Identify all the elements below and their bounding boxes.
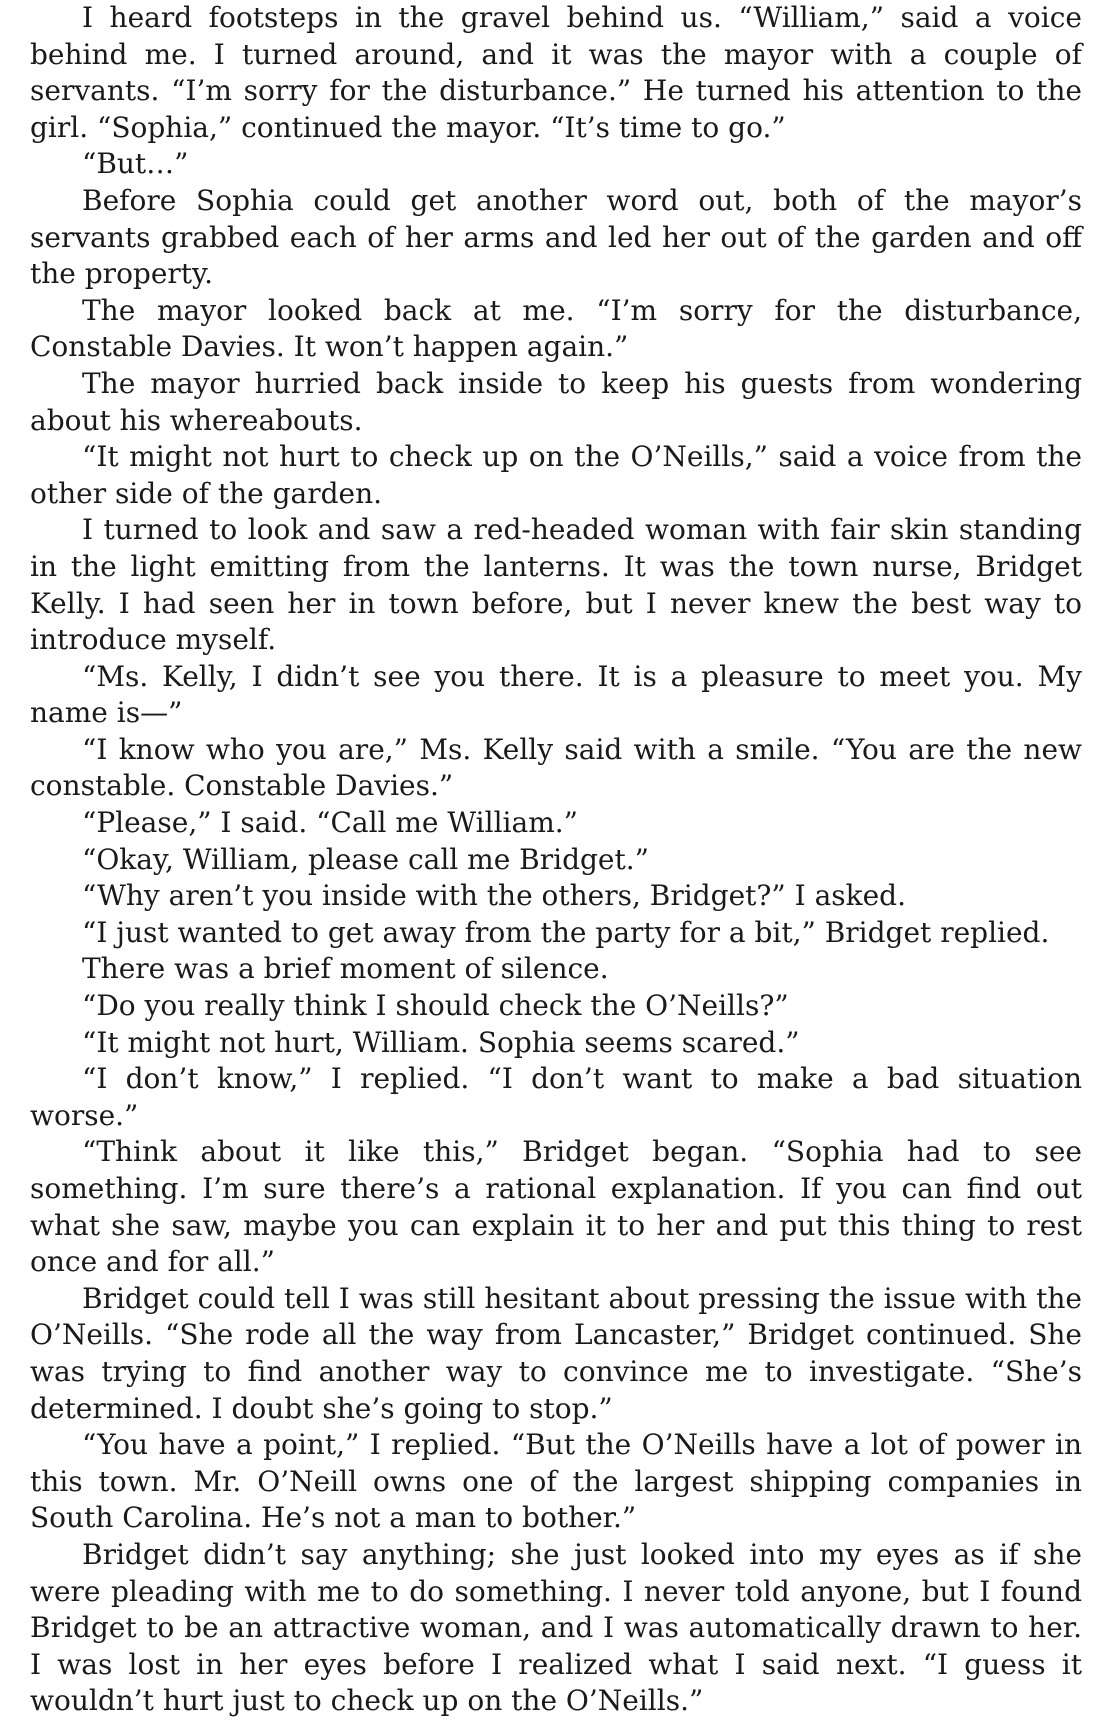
paragraph-18: “Think about it like this,” Bridget began. “Sophia had to see something. I’m sure there’s a rational explanation. If you can find out what she saw, maybe you can explain it to her and put this thing to rest once and for all.” (30, 1135, 1082, 1279)
paragraph-19: Bridget could tell I was still hesitant about pressing the issue with the O’Neills. “She rode all the way from Lancaster,” Bridget continued. She was trying to find another way to convince me to investigate. “She’s determined. I doubt she’s going to stop.” (30, 1281, 1082, 1425)
paragraph-12: “Why aren’t you inside with the others, Bridget?” I asked. (82, 879, 907, 913)
paragraph-9: “I know who you are,” Ms. Kelly said with a smile. “You are the new constable. Constable Davies.” (30, 732, 1082, 803)
paragraph-5: The mayor hurried back inside to keep his guests from wondering about his whereabouts. (30, 366, 1082, 437)
paragraph-11: “Okay, William, please call me Bridget.” (82, 842, 649, 876)
book-page (30, 0, 1082, 1720)
paragraph-14: There was a brief moment of silence. (82, 952, 609, 986)
paragraph-2: “But…” (82, 147, 189, 181)
paragraph-8: “Ms. Kelly, I didn’t see you there. It is a pleasure to meet you. My name is—” (30, 659, 1082, 730)
paragraph-15: “Do you really think I should check the O’Neills?” (82, 989, 789, 1023)
paragraph-6: “It might not hurt to check up on the O’Neills,” said a voice from the other side of the garden. (30, 440, 1082, 510)
paragraph-3: Before Sophia could get another word out, both of the mayor’s servants grabbed each of her arms and led her out of the garden and off the property. (30, 183, 1082, 291)
paragraph-10: “Please,” I said. “Call me William.” (82, 806, 578, 840)
paragraph-16: “It might not hurt, William. Sophia seems scared.” (82, 1025, 800, 1059)
paragraph-7: I turned to look and saw a red-headed woman with fair skin standing in the light emitting from the lanterns. It was the town nurse, Bridget Kelly. I had seen her in town before, but I never knew the best way to introduce myself. (30, 513, 1082, 657)
paragraph-4: The mayor looked back at me. “I’m sorry for the disturbance, Constable Davies. It won’t happen again.” (30, 293, 1082, 364)
paragraph-17: “I don’t know,” I replied. “I don’t want to make a bad situation worse.” (30, 1062, 1082, 1132)
paragraph-13: “I just wanted to get away from the party for a bit,” Bridget replied. (82, 915, 1050, 949)
paragraph-20: “You have a point,” I replied. “But the O’Neills have a lot of power in this town. Mr. O’Neill owns one of the largest shipping companies in South Carolina. He’s not a man to bother.” (30, 1428, 1082, 1535)
paragraph-21: Bridget didn’t say anything; she just looked into my eyes as if she were pleading with me to do something. I never told anyone, but I found Bridget to be an attractive woman, and I was automatically drawn to her. I was lost in her eyes before I realized what I said next. “I guess it wouldn’t hurt just to check up on the O’Neills.” (30, 1537, 1082, 1718)
paragraph-1: I heard footsteps in the gravel behind us. “William,” said a voice behind me. I turned around, and it was the mayor with a couple of servants. “I’m sorry for the disturbance.” He turned his attention to the girl. “Sophia,” continued the mayor. “It’s time to go.” (30, 1, 1082, 144)
